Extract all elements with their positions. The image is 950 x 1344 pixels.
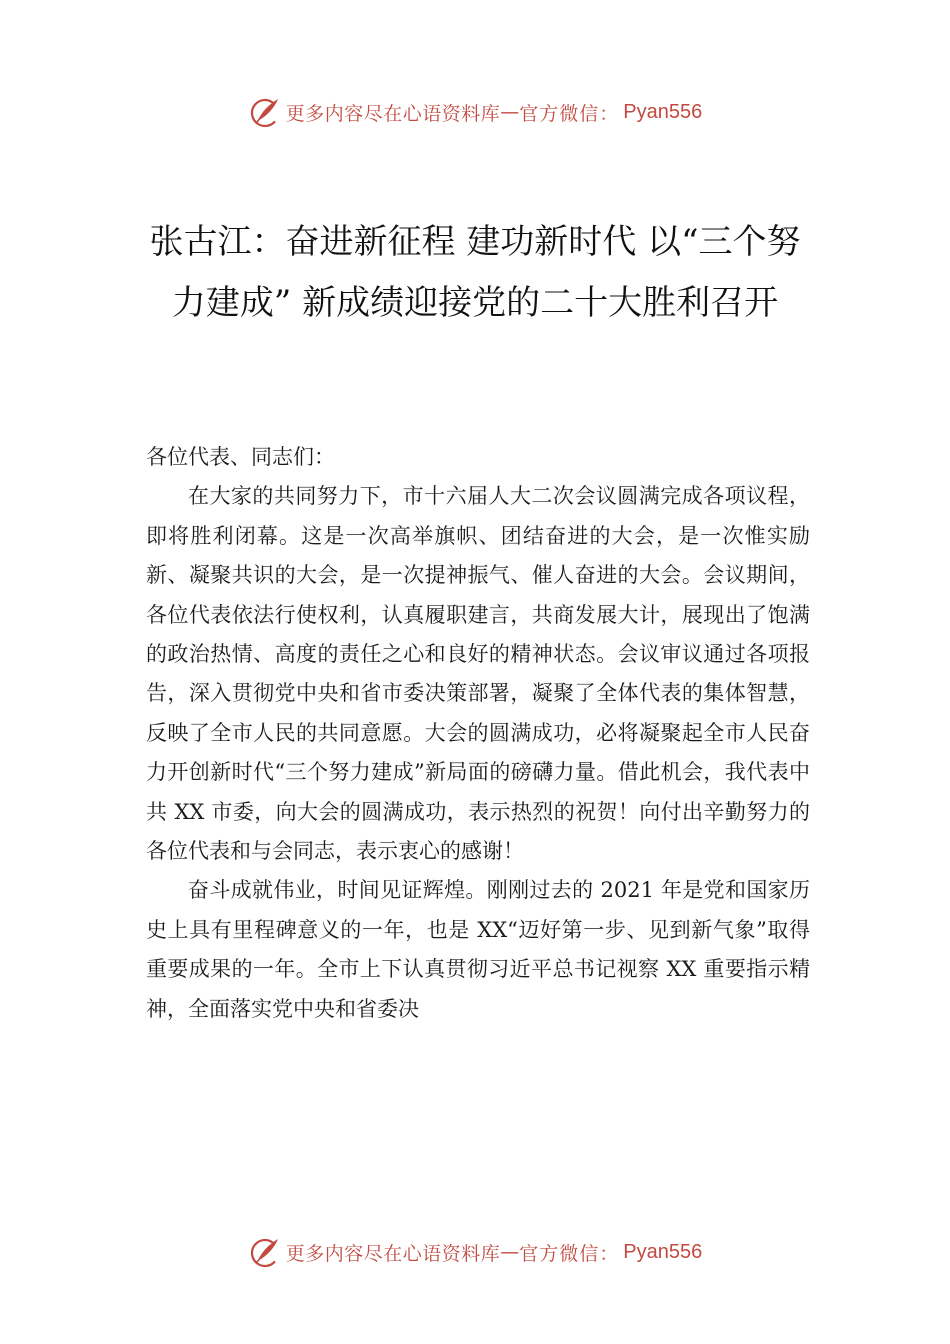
document-title: 张古江：奋进新征程 建功新时代 以“三个努力建成” 新成绩迎接党的二十大胜利召开 [149, 222, 801, 323]
quill-logo-icon [248, 1234, 284, 1270]
watermark-separator: — [500, 1241, 520, 1263]
watermark-brand: 更多内容尽在心语资料库 [285, 102, 501, 125]
watermark-wechat-id: Pyan556 [623, 100, 703, 123]
watermark-wechat-label: 官方微信： [519, 102, 620, 125]
watermark-banner-top [0, 92, 950, 132]
watermark-brand: 更多内容尽在心语资料库 [285, 1242, 501, 1265]
body-paragraph: 奋斗成就伟业，时间见证辉煌。刚刚过去的 2021 年是党和国家历史上具有里程碑意义的一年，也是 XX“迈好第一步、见到新气象”取得重要成果的一年。全市上下认真贯彻习近平总书记视察 XX 重要指示精神，全面落实党中央和省委决 [146, 878, 810, 1021]
body-paragraph: 在大家的共同努力下，市十六届人大二次会议圆满完成各项议程，即将胜利闭幕。这是一次高举旗帜、团结奋进的大会，是一次惟实励新、凝聚共识的大会，是一次提神振气、催人奋进的大会。会议期间，各位代表依法行使权利，认真履职建言，共商发展大计，展现出了饱满的政治热情、高度的责任之心和良好的精神状态。会议审议通过各项报告，深入贯彻党中央和省市委决策部署，凝聚了全体代表的集体智慧，反映了全市人民的共同意愿。大会的圆满成功，必将凝聚起全市人民奋力开创新时代“三个努力建成”新局面的磅礴力量。借此机会，我代表中共 XX 市委，向大会的圆满成功，表示热烈的祝贺！向付出辛勤努力的各位代表和与会同志，表示衷心的感谢！ [146, 484, 810, 864]
watermark-wechat-id: Pyan556 [623, 1240, 703, 1263]
watermark-banner-bottom [0, 1232, 950, 1272]
watermark-separator: — [500, 101, 520, 123]
document-body [146, 438, 810, 1029]
quill-logo-icon [248, 94, 284, 130]
watermark-wechat-label: 官方微信： [519, 1242, 620, 1265]
salutation: 各位代表、同志们： [146, 445, 335, 469]
